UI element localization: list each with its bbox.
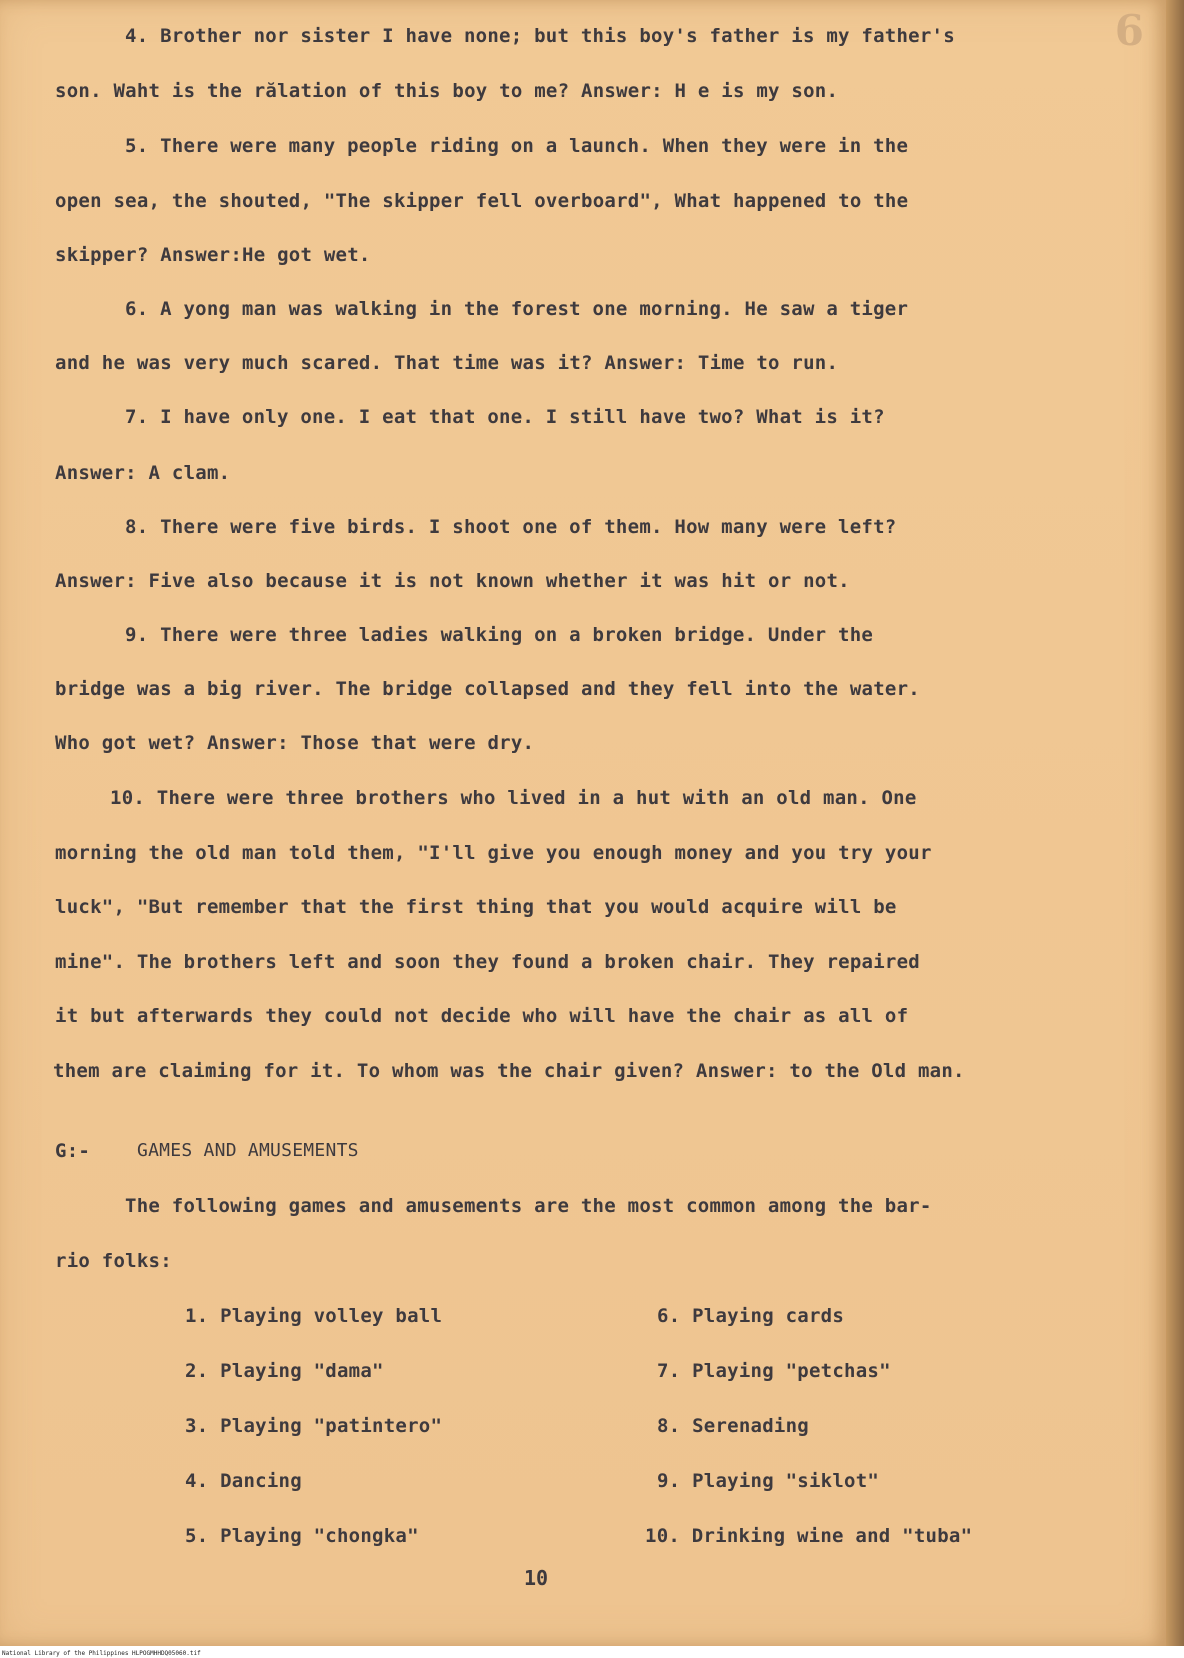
footer-strip bbox=[0, 1646, 1184, 1658]
text-line-5: skipper? Answer:He got wet. bbox=[55, 244, 371, 266]
text-line-7: and he was very much scared. That time was it? Answer: Time to run. bbox=[55, 352, 839, 374]
section-intro-line-1: The following games and amusements are the most common among the bar- bbox=[125, 1195, 932, 1217]
section-intro-line-2: rio folks: bbox=[55, 1250, 172, 1272]
corner-page-number: 6 bbox=[1114, 6, 1146, 55]
text-line-3: 5. There were many people riding on a launch. When they were in the bbox=[125, 135, 909, 157]
text-line-14: Who got wet? Answer: Those that were dry. bbox=[55, 732, 535, 754]
game-item-9: 9. Playing "siklot" bbox=[657, 1470, 880, 1492]
text-line-6: 6. A yong man was walking in the forest one morning. He saw a tiger bbox=[125, 298, 909, 320]
game-item-5: 5. Playing "chongka" bbox=[185, 1525, 419, 1547]
text-line-12: 9. There were three ladies walking on a broken bridge. Under the bbox=[125, 624, 874, 646]
text-line-1: 4. Brother nor sister I have none; but this boy's father is my father's bbox=[125, 25, 955, 47]
page-number: 10 bbox=[524, 1566, 549, 1590]
text-line-11: Answer: Five also because it is not known whether it was hit or not. bbox=[55, 570, 850, 592]
section-title: GAMES AND AMUSEMENTS bbox=[137, 1140, 359, 1161]
text-line-15: 10. There were three brothers who lived in a hut with an old man. One bbox=[110, 787, 917, 809]
page-edge-shadow bbox=[1166, 0, 1184, 1646]
game-item-4: 4. Dancing bbox=[185, 1470, 302, 1492]
game-item-3: 3. Playing "patintero" bbox=[185, 1415, 443, 1437]
text-line-13: bridge was a big river. The bridge collapsed and they fell into the water. bbox=[55, 678, 920, 700]
game-item-8: 8. Serenading bbox=[657, 1415, 809, 1437]
archive-footer-text: National Library of the Philippines HLPOGMHHDQ05060.tif bbox=[2, 1650, 201, 1657]
game-item-6: 6. Playing cards bbox=[657, 1305, 845, 1327]
game-item-2: 2. Playing "dama" bbox=[185, 1360, 384, 1382]
text-line-18: mine". The brothers left and soon they found a broken chair. They repaired bbox=[55, 951, 920, 973]
game-item-1: 1. Playing volley ball bbox=[185, 1305, 443, 1327]
text-line-17: luck", "But remember that the first thing that you would acquire will be bbox=[55, 896, 897, 918]
text-line-20: them are claiming for it. To whom was the chair given? Answer: to the Old man. bbox=[53, 1060, 965, 1082]
section-prefix: G:- bbox=[55, 1140, 91, 1162]
game-item-7: 7. Playing "petchas" bbox=[657, 1360, 891, 1382]
text-line-19: it but afterwards they could not decide who will have the chair as all of bbox=[55, 1005, 909, 1027]
text-line-2: son. Waht is the rălation of this boy to me? Answer: H e is my son. bbox=[55, 80, 839, 102]
text-line-16: morning the old man told them, "I'll give you enough money and you try your bbox=[55, 842, 932, 864]
game-item-10: 10. Drinking wine and "tuba" bbox=[645, 1525, 973, 1547]
text-line-10: 8. There were five birds. I shoot one of them. How many were left? bbox=[125, 516, 897, 538]
text-line-9: Answer: A clam. bbox=[55, 462, 231, 484]
text-line-4: open sea, the shouted, "The skipper fell overboard", What happened to the bbox=[55, 190, 909, 212]
text-line-8: 7. I have only one. I eat that one. I still have two? What is it? bbox=[125, 406, 885, 428]
